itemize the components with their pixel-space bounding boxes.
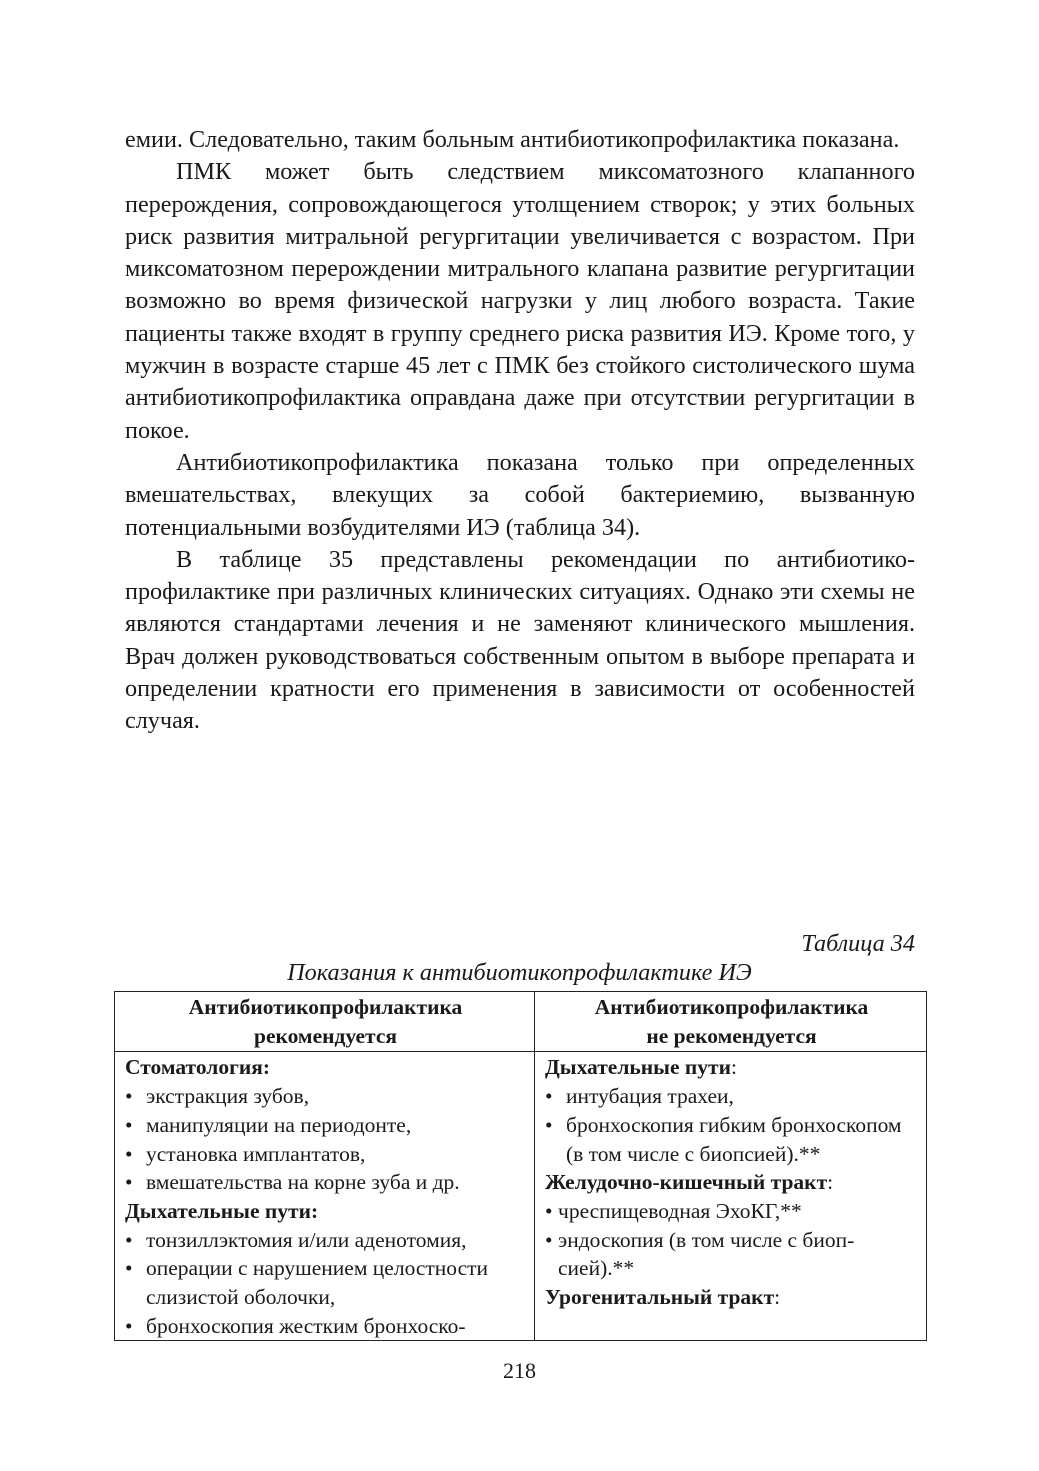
recommended-cell — [115, 1052, 535, 1341]
body-text — [125, 124, 915, 738]
section-title-airways-right: Дыхательные пути: — [545, 1055, 737, 1080]
gi-tract-list — [545, 1197, 918, 1283]
airways-list — [125, 1226, 526, 1341]
list-item: • манипуляции на периодонте, — [125, 1111, 526, 1140]
header-not-recommended-line1: Антибиотикопрофилактика — [594, 995, 869, 1019]
header-not-recommended-line2: не рекомендуется — [646, 1023, 817, 1048]
table-header-row — [115, 992, 927, 1052]
list-item: • тонзиллэктомия и/или аденотомия, — [125, 1226, 526, 1255]
airways-right-list — [545, 1082, 918, 1168]
bullet-icon: • — [125, 1313, 133, 1338]
bullet-icon: • — [125, 1170, 133, 1195]
table-title: Показания к антибиотикопрофилактике ИЭ — [287, 959, 752, 986]
header-recommended-line1: Антибиотикопрофилактика — [188, 995, 463, 1019]
header-recommended-line2: рекомендуется — [253, 1023, 398, 1048]
indications-table — [114, 991, 927, 1341]
list-item: • эндоскопия (в том числе с биопсией).** — [545, 1227, 855, 1281]
bullet-icon: • — [545, 1227, 553, 1252]
page-number: 218 — [503, 1358, 536, 1383]
section-title-airways: Дыхательные пути: — [125, 1198, 319, 1223]
table-row — [115, 1052, 927, 1341]
header-recommended — [115, 992, 535, 1052]
section-title-gi-tract: Желудочно-кишечный тракт: — [545, 1170, 834, 1195]
paragraph-2: ПМК может быть следствием миксоматозного клапанного перерождения, сопровождающегося утолщением створок; у этих больных риск развития митральной регургитации увеличивается с возрастом. При миксоматозном перерождении митрального клапана развитие регургитации возможно во время физической нагрузки у лиц любого возраста. Такие пациенты также входят в группу среднего риска развития ИЭ. Кроме того, у мужчин в возрасте старше 45 лет с ПМК без стойкого систолического шума антибиотикопрофилактика оправдана даже при отсутствии регургитации в покое. — [125, 158, 915, 444]
list-item: • вмешательства на корне зуба и др. — [125, 1168, 526, 1197]
bullet-icon: • — [545, 1198, 553, 1223]
section-title-dentistry: Стоматология: — [125, 1055, 271, 1080]
header-not-recommended — [535, 992, 927, 1052]
list-item: • бронхоскопия жестким бронхоско- — [125, 1312, 526, 1341]
table-number-caption: Таблица 34 — [801, 930, 915, 957]
list-item: • бронхоскопия гибким бронхоскопом (в том числе с биопсией).** — [545, 1112, 902, 1166]
bullet-icon: • — [125, 1256, 133, 1281]
list-item: • чреспищеводная ЭхоКГ,** — [545, 1197, 918, 1226]
list-item: • установка имплантатов, — [125, 1140, 526, 1169]
bullet-icon: • — [545, 1084, 553, 1109]
bullet-icon: • — [125, 1141, 133, 1166]
section-title-urogenital: Урогенитальный тракт: — [545, 1285, 781, 1310]
bullet-icon: • — [125, 1227, 133, 1252]
list-item: • экстракция зубов, — [125, 1082, 526, 1111]
not-recommended-cell — [535, 1052, 927, 1341]
bullet-icon: • — [125, 1112, 133, 1137]
paragraph-3: Антибиотикопрофилактика показана только при определенных вмешательствах, влекущих за собой бактериемию, вызванную потенциальными возбудителями ИЭ (таблица 34). — [125, 448, 915, 541]
list-item: • операции с нарушением целостности слизистой оболочки, — [125, 1256, 489, 1310]
bullet-icon: • — [545, 1112, 553, 1137]
list-item: • интубация трахеи, — [545, 1082, 918, 1111]
bullet-icon: • — [125, 1084, 133, 1109]
dentistry-list — [125, 1082, 526, 1197]
paragraph-1: емии. Следовательно, таким больным антибиотикопрофилактика показана. — [125, 126, 900, 153]
paragraph-4: В таблице 35 представлены рекомендации по антибиотикопрофилактике при различных клинических ситуациях. Однако эти схемы не являются стандартами лечения и не заменяют клинического мышления. Врач должен руководствоваться собственным опытом в выборе препарата и определении кратности его применения в зависимости от особенностей случая. — [125, 545, 915, 735]
